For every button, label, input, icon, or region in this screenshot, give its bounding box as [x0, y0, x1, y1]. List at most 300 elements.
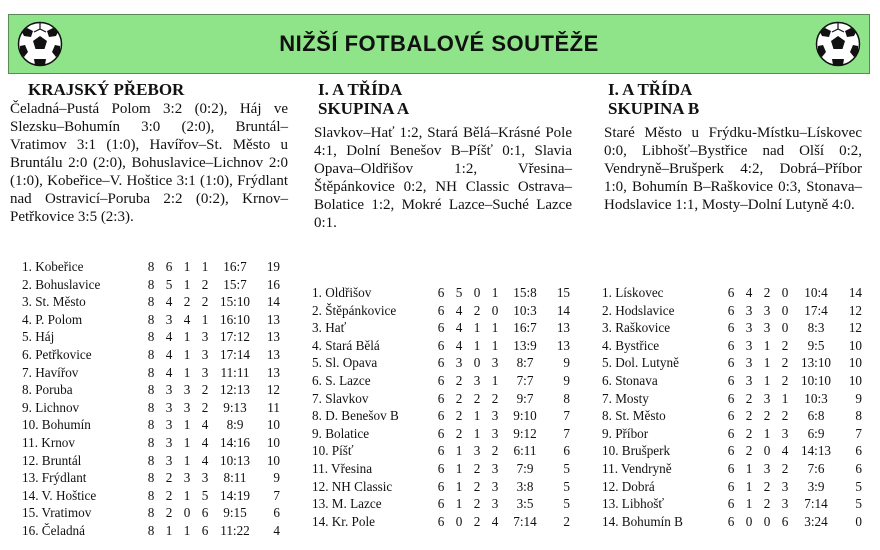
- draws: 1: [473, 337, 481, 353]
- table-row: [300, 407, 570, 425]
- wins: 1: [455, 496, 463, 512]
- table-row: [590, 337, 862, 355]
- match-results-text: Slavkov–Hať 1:2, Stará Bělá–Krásné Pole 4:1, Dolní Benešov B–Píšť 0:1, Slavia Opava–Oldřišov 1:2, Vřesina–Štěpánkovice 0:2, NH Classic Ostrava–Bolatice 1:2, Mokré Lazce–Suché Lazce 0:1.: [314, 125, 572, 231]
- table-row: [300, 302, 570, 320]
- points: 7: [563, 408, 570, 424]
- draws: 2: [763, 478, 771, 494]
- losses: 6: [781, 513, 789, 529]
- score: 8:7: [516, 355, 534, 371]
- team-name: 7. Mosty: [602, 390, 649, 406]
- table-row: [300, 478, 570, 496]
- points: 8: [855, 408, 862, 424]
- table-row: [10, 434, 280, 452]
- league-column-skupina-a: [300, 80, 572, 232]
- draws: 2: [473, 460, 481, 476]
- points: 14: [266, 294, 280, 310]
- table-row: [590, 425, 862, 443]
- points: 12: [266, 382, 280, 398]
- draws: 1: [473, 320, 481, 336]
- score: 7:7: [516, 372, 534, 388]
- played: 6: [437, 372, 445, 388]
- losses: 2: [781, 337, 789, 353]
- table-row: [300, 513, 570, 531]
- score: 9:15: [223, 505, 247, 521]
- draws: 1: [183, 329, 191, 345]
- losses: 1: [491, 337, 499, 353]
- losses: 3: [491, 425, 499, 441]
- score: 17:12: [219, 329, 251, 345]
- draws: 1: [183, 522, 191, 538]
- wins: 3: [745, 355, 753, 371]
- points: 13: [556, 337, 570, 353]
- table-row: [10, 346, 280, 364]
- team-name: 2. Hodslavice: [602, 302, 675, 318]
- team-name: 2. Štěpánkovice: [312, 302, 397, 318]
- draws: 2: [473, 496, 481, 512]
- losses: 3: [781, 496, 789, 512]
- team-name: 11. Vendryně: [602, 460, 672, 476]
- played: 6: [727, 285, 735, 300]
- team-name: 4. Stará Bělá: [312, 337, 380, 353]
- score: 8:9: [226, 417, 244, 433]
- points: 9: [855, 390, 862, 406]
- section-banner: [8, 14, 870, 74]
- score: 10:13: [219, 452, 251, 468]
- points: 5: [855, 478, 862, 494]
- match-results-text: Staré Město u Frýdku-Místku–Lískovec 0:0, Libhošť–Bystřice nad Olší 0:2, Vendryně–Brušperk 4:2, Dobrá–Příbor 1:0, Bohumín B–Raškovice 0:3, Stonava–Hodslavice 1:1, Mosty–Dolní Lutyně 4:0.: [604, 125, 862, 213]
- league-column-skupina-b: [590, 80, 862, 214]
- played: 6: [727, 478, 735, 494]
- losses: 3: [491, 478, 499, 494]
- points: 6: [273, 505, 280, 521]
- score: 14:19: [219, 487, 251, 503]
- score: 10:3: [804, 390, 828, 406]
- losses: 4: [491, 513, 499, 529]
- team-name: 5. Háj: [22, 329, 55, 345]
- score: 7:14: [513, 513, 537, 529]
- team-name: 5. Sl. Opava: [312, 355, 378, 371]
- wins: 4: [165, 364, 173, 380]
- match-results-text: Čeladná–Pustá Polom 3:2 (0:2), Háj ve Slezsku–Bohumín 3:0 (2:0), Bruntál–Vratimov 3:1 (1:0), Havířov–St. Město u Bruntálu 2:0 (2:0), Bohuslavice–Lichnov 2:0 (1:0), Kobeřice–V. Hoštice 3:1 (1:0), Frýdlant nad Ostravicí–Poruba 2:2 (0:2), Krnov–Petřkovice 3:5 (2:3).: [10, 101, 288, 225]
- table-row: [10, 276, 280, 294]
- points: 13: [266, 364, 280, 380]
- played: 6: [727, 355, 735, 371]
- played: 6: [437, 513, 445, 529]
- wins: 1: [455, 443, 463, 459]
- team-name: 1. Kobeřice: [22, 259, 84, 274]
- score: 11:22: [220, 522, 250, 538]
- points: 19: [266, 259, 280, 274]
- standings-table: [300, 284, 570, 530]
- losses: 3: [491, 460, 499, 476]
- draws: 2: [763, 408, 771, 424]
- played: 6: [727, 460, 735, 476]
- draws: 1: [183, 259, 191, 274]
- table-row: [300, 337, 570, 355]
- draws: 1: [763, 337, 771, 353]
- league-heading-line: SKUPINA A: [318, 99, 410, 118]
- points: 9: [563, 372, 570, 388]
- standings-table: [10, 258, 280, 540]
- team-name: 12. Bruntál: [22, 452, 82, 468]
- table-row: [590, 319, 862, 337]
- losses: 0: [781, 285, 789, 300]
- losses: 3: [201, 329, 209, 345]
- score: 8:11: [223, 470, 247, 486]
- score: 11:11: [220, 364, 250, 380]
- played: 6: [727, 372, 735, 388]
- losses: 3: [491, 355, 499, 371]
- table-row: [590, 302, 862, 320]
- team-name: 9. Příbor: [602, 425, 649, 441]
- wins: 3: [745, 302, 753, 318]
- draws: 2: [473, 390, 481, 406]
- table-row: [590, 354, 862, 372]
- score: 16:7: [513, 320, 537, 336]
- draws: 4: [183, 311, 191, 327]
- draws: 0: [763, 443, 771, 459]
- points: 10: [266, 417, 280, 433]
- points: 9: [273, 470, 280, 486]
- points: 6: [563, 443, 570, 459]
- losses: 2: [781, 460, 789, 476]
- losses: 2: [491, 443, 499, 459]
- draws: 3: [183, 399, 191, 415]
- table-row: [10, 487, 280, 505]
- draws: 3: [473, 443, 481, 459]
- table-row: [10, 452, 280, 470]
- played: 8: [147, 311, 155, 327]
- score: 10:4: [804, 285, 828, 300]
- score: 17:14: [219, 346, 251, 362]
- table-row: [300, 284, 570, 302]
- points: 7: [563, 425, 570, 441]
- team-name: 11. Krnov: [22, 434, 75, 450]
- score: 15:7: [223, 276, 247, 292]
- team-name: 6. Petřkovice: [22, 346, 92, 362]
- wins: 1: [455, 478, 463, 494]
- table-row: [10, 381, 280, 399]
- draws: 0: [763, 513, 771, 529]
- losses: 1: [781, 390, 789, 406]
- league-heading-line: SKUPINA B: [608, 99, 700, 118]
- table-row: [590, 495, 862, 513]
- points: 11: [267, 399, 280, 415]
- draws: 0: [183, 505, 191, 521]
- banner-title: NIŽŠÍ FOTBALOVÉ SOUTĚŽE: [279, 31, 599, 56]
- losses: 2: [781, 355, 789, 371]
- team-name: 3. Hať: [312, 320, 347, 336]
- draws: 3: [763, 320, 771, 336]
- wins: 3: [165, 399, 173, 415]
- wins: 5: [455, 285, 463, 300]
- losses: 3: [491, 408, 499, 424]
- wins: 2: [745, 390, 753, 406]
- losses: 1: [201, 311, 209, 327]
- wins: 1: [455, 460, 463, 476]
- played: 6: [437, 408, 445, 424]
- team-name: 3. Raškovice: [602, 320, 671, 336]
- team-name: 9. Bolatice: [312, 425, 370, 441]
- draws: 1: [183, 452, 191, 468]
- wins: 2: [165, 470, 173, 486]
- points: 7: [855, 425, 862, 441]
- played: 6: [727, 443, 735, 459]
- league-heading-line: KRAJSKÝ PŘEBOR: [28, 80, 185, 99]
- points: 6: [855, 460, 862, 476]
- points: 15: [556, 285, 570, 300]
- team-name: 7. Havířov: [22, 364, 79, 380]
- draws: 2: [473, 478, 481, 494]
- table-row: [10, 522, 280, 540]
- score: 3:8: [516, 478, 534, 494]
- points: 14: [556, 302, 570, 318]
- wins: 4: [455, 320, 463, 336]
- table-row: [590, 390, 862, 408]
- table-row: [10, 258, 280, 276]
- team-name: 14. Bohumín B: [602, 513, 683, 529]
- losses: 3: [201, 346, 209, 362]
- wins: 2: [455, 408, 463, 424]
- losses: 2: [201, 276, 209, 292]
- points: 7: [273, 487, 280, 503]
- played: 6: [437, 302, 445, 318]
- team-name: 6. Stonava: [602, 372, 658, 388]
- played: 6: [437, 337, 445, 353]
- wins: 3: [455, 355, 463, 371]
- played: 6: [727, 425, 735, 441]
- played: 6: [437, 443, 445, 459]
- team-name: 8. Poruba: [22, 382, 73, 398]
- team-name: 1. Oldřišov: [312, 285, 372, 300]
- score: 9:10: [513, 408, 537, 424]
- draws: 0: [473, 285, 481, 300]
- losses: 4: [201, 434, 209, 450]
- losses: 3: [201, 470, 209, 486]
- team-name: 13. M. Lazce: [312, 496, 382, 512]
- draws: 2: [473, 513, 481, 529]
- score: 7:6: [807, 460, 825, 476]
- team-name: 10. Brušperk: [602, 443, 671, 459]
- wins: 3: [745, 337, 753, 353]
- points: 5: [563, 496, 570, 512]
- played: 6: [437, 355, 445, 371]
- score: 9:13: [223, 399, 247, 415]
- team-name: 10. Píšť: [312, 443, 354, 459]
- played: 6: [437, 425, 445, 441]
- team-name: 12. Dobrá: [602, 478, 655, 494]
- wins: 2: [745, 408, 753, 424]
- score: 9:12: [513, 425, 537, 441]
- wins: 2: [455, 372, 463, 388]
- draws: 3: [473, 372, 481, 388]
- wins: 1: [745, 460, 753, 476]
- losses: 3: [491, 496, 499, 512]
- table-row: [10, 399, 280, 417]
- points: 10: [266, 452, 280, 468]
- played: 6: [727, 337, 735, 353]
- played: 8: [147, 434, 155, 450]
- wins: 4: [165, 294, 173, 310]
- table-row: [10, 364, 280, 382]
- table-row: [300, 460, 570, 478]
- played: 8: [147, 294, 155, 310]
- team-name: 15. Vratimov: [22, 505, 92, 521]
- played: 6: [437, 460, 445, 476]
- wins: 2: [165, 487, 173, 503]
- losses: 1: [491, 285, 499, 300]
- wins: 4: [165, 329, 173, 345]
- team-name: 5. Dol. Lutyně: [602, 355, 679, 371]
- table-row: [590, 460, 862, 478]
- points: 10: [848, 337, 862, 353]
- points: 10: [848, 372, 862, 388]
- draws: 2: [473, 302, 481, 318]
- played: 8: [147, 470, 155, 486]
- losses: 3: [201, 364, 209, 380]
- table-row: [300, 319, 570, 337]
- points: 4: [273, 522, 280, 538]
- table-row: [10, 504, 280, 522]
- points: 12: [848, 320, 862, 336]
- draws: 1: [183, 434, 191, 450]
- table-row: [10, 469, 280, 487]
- table-row: [590, 478, 862, 496]
- wins: 4: [455, 302, 463, 318]
- wins: 2: [455, 390, 463, 406]
- score: 10:3: [513, 302, 537, 318]
- score: 6:11: [513, 443, 537, 459]
- draws: 3: [183, 470, 191, 486]
- table-row: [300, 354, 570, 372]
- table-row: [300, 390, 570, 408]
- league-heading-line: I. A TŘÍDA: [318, 80, 403, 99]
- points: 2: [563, 513, 570, 529]
- draws: 3: [763, 460, 771, 476]
- losses: 2: [201, 399, 209, 415]
- wins: 1: [745, 478, 753, 494]
- league-heading: [300, 80, 572, 118]
- played: 6: [727, 390, 735, 406]
- played: 8: [147, 417, 155, 433]
- score: 3:24: [804, 513, 828, 529]
- score: 8:3: [807, 320, 825, 336]
- played: 6: [437, 496, 445, 512]
- wins: 3: [165, 311, 173, 327]
- played: 8: [147, 452, 155, 468]
- draws: 1: [183, 417, 191, 433]
- played: 6: [437, 478, 445, 494]
- draws: 2: [763, 285, 771, 300]
- losses: 2: [781, 408, 789, 424]
- played: 8: [147, 522, 155, 538]
- wins: 3: [745, 320, 753, 336]
- draws: 1: [763, 425, 771, 441]
- league-heading: [10, 80, 288, 99]
- draws: 2: [763, 496, 771, 512]
- points: 12: [848, 302, 862, 318]
- score: 3:9: [807, 478, 825, 494]
- wins: 0: [745, 513, 753, 529]
- score: 9:7: [516, 390, 534, 406]
- soccer-ball-icon: [815, 21, 861, 67]
- points: 6: [855, 443, 862, 459]
- points: 0: [855, 513, 862, 529]
- draws: 3: [183, 382, 191, 398]
- score: 6:9: [807, 425, 825, 441]
- wins: 6: [165, 259, 173, 274]
- score: 13:9: [513, 337, 537, 353]
- points: 10: [266, 434, 280, 450]
- table-row: [10, 311, 280, 329]
- wins: 4: [455, 337, 463, 353]
- played: 6: [727, 513, 735, 529]
- played: 8: [147, 382, 155, 398]
- played: 6: [727, 302, 735, 318]
- team-name: 8. D. Benešov B: [312, 408, 399, 424]
- team-name: 13. Frýdlant: [22, 470, 87, 486]
- losses: 2: [201, 294, 209, 310]
- score: 7:14: [804, 496, 828, 512]
- table-row: [300, 372, 570, 390]
- team-name: 13. Libhošť: [602, 496, 665, 512]
- wins: 1: [745, 496, 753, 512]
- losses: 1: [491, 372, 499, 388]
- losses: 6: [201, 522, 209, 538]
- points: 9: [563, 355, 570, 371]
- points: 16: [266, 276, 280, 292]
- score: 6:8: [807, 408, 825, 424]
- losses: 1: [491, 320, 499, 336]
- score: 16:7: [223, 259, 247, 274]
- losses: 4: [201, 452, 209, 468]
- team-name: 9. Lichnov: [22, 399, 80, 415]
- played: 8: [147, 329, 155, 345]
- team-name: 4. Bystřice: [602, 337, 660, 353]
- losses: 0: [781, 320, 789, 336]
- score: 10:10: [800, 372, 832, 388]
- losses: 0: [491, 302, 499, 318]
- played: 6: [727, 408, 735, 424]
- played: 8: [147, 364, 155, 380]
- points: 5: [563, 460, 570, 476]
- team-name: 10. Bohumín: [22, 417, 91, 433]
- team-name: 14. Kr. Pole: [312, 513, 376, 529]
- draws: 2: [183, 294, 191, 310]
- team-name: 7. Slavkov: [312, 390, 369, 406]
- wins: 1: [165, 522, 173, 538]
- wins: 2: [745, 443, 753, 459]
- table-row: [590, 284, 862, 302]
- draws: 3: [763, 390, 771, 406]
- played: 6: [437, 320, 445, 336]
- score: 13:10: [800, 355, 832, 371]
- played: 6: [437, 390, 445, 406]
- team-name: 16. Čeladná: [22, 522, 85, 538]
- team-name: 14. V. Hoštice: [22, 487, 97, 503]
- team-name: 2. Bohuslavice: [22, 276, 101, 292]
- team-name: 4. P. Polom: [22, 311, 83, 327]
- league-heading: [590, 80, 862, 118]
- wins: 4: [165, 346, 173, 362]
- losses: 4: [781, 443, 789, 459]
- losses: 3: [781, 425, 789, 441]
- draws: 3: [763, 302, 771, 318]
- score: 15:8: [513, 285, 537, 300]
- points: 13: [266, 329, 280, 345]
- points: 14: [848, 285, 862, 300]
- draws: 1: [183, 346, 191, 362]
